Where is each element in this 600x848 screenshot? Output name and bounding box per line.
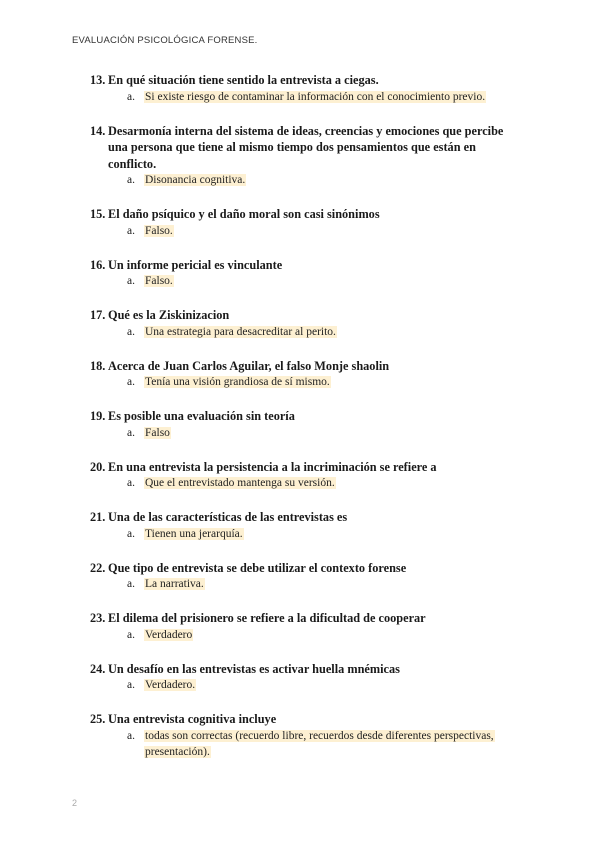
- question: [90, 408, 510, 425]
- question-number: 20.: [90, 459, 106, 474]
- answer-text: Que el entrevistado mantenga su versión.: [145, 477, 335, 489]
- question: [90, 358, 510, 375]
- answer-letter: a.: [127, 477, 135, 489]
- question-number: 19.: [90, 409, 106, 423]
- answer: [127, 374, 510, 391]
- answer: [127, 475, 510, 492]
- question-text: Que tipo de entrevista se debe utilizar el contexto forense: [108, 560, 407, 575]
- question: [90, 72, 510, 89]
- question-text: En una entrevista la persistencia a la incriminación se refiere a: [108, 459, 437, 474]
- answer-letter: a.: [127, 679, 135, 691]
- question-number: 16.: [90, 257, 106, 272]
- question-text: Desarmonía interna del sistema de ideas, creencias y emociones que percibe una persona que tiene al mismo tiempo dos pensamientos que están en conflicto.: [108, 123, 504, 171]
- answer: [127, 172, 510, 189]
- question-number: 23.: [90, 611, 106, 625]
- question-text: En qué situación tiene sentido la entrevista a ciegas.: [108, 73, 379, 87]
- question-number: 14.: [90, 123, 106, 138]
- answer-text: La narrativa.: [145, 578, 204, 590]
- qa-item-25: [90, 711, 510, 761]
- answer: [127, 728, 510, 761]
- question-number: 22.: [90, 560, 106, 575]
- qa-item-14: [90, 123, 510, 189]
- answer-letter: a.: [127, 426, 135, 439]
- qa-item-21: [90, 509, 510, 542]
- question-text: Qué es la Ziskinizacion: [108, 308, 230, 322]
- question: [90, 711, 510, 728]
- answer-text: Si existe riesgo de contaminar la información con el conocimiento previo.: [145, 90, 486, 103]
- qa-item-17: [90, 307, 510, 340]
- answer-text: Tienen una jerarquía.: [145, 527, 243, 540]
- qa-item-13: [90, 72, 510, 105]
- answer: [127, 89, 510, 106]
- question-text: El dilema del prisionero se refiere a la dificultad de cooperar: [108, 611, 426, 625]
- question-text: Acerca de Juan Carlos Aguilar, el falso Monje shaolin: [108, 358, 390, 373]
- answer-letter: a.: [127, 578, 135, 590]
- answer-text: Falso.: [145, 275, 173, 287]
- qa-item-15: [90, 206, 510, 239]
- question: [90, 610, 510, 627]
- answer-letter: a.: [127, 376, 135, 388]
- answer-letter: a.: [127, 174, 135, 186]
- question: [90, 509, 510, 526]
- qa-item-23: [90, 610, 510, 643]
- question-number: 13.: [90, 73, 106, 87]
- question-text: Es posible una evaluación sin teoría: [108, 409, 295, 423]
- question: [90, 661, 510, 678]
- question-text: Una de las características de las entrevistas es: [108, 510, 348, 524]
- qa-item-19: [90, 408, 510, 441]
- question: [90, 257, 510, 274]
- answer: [127, 324, 510, 341]
- answer: [127, 425, 510, 442]
- answer-text: Disonancia cognitiva.: [145, 174, 246, 186]
- question-text: Un informe pericial es vinculante: [108, 257, 283, 272]
- answer-text: Verdadero: [145, 628, 193, 641]
- answer-letter: a.: [127, 729, 135, 742]
- qa-item-24: [90, 661, 510, 694]
- page-number: 2: [72, 798, 78, 808]
- answer-letter: a.: [127, 325, 135, 338]
- answer: [127, 223, 510, 240]
- answer-letter: a.: [127, 275, 135, 287]
- question-list: [90, 72, 510, 778]
- question: [90, 560, 510, 577]
- qa-item-20: [90, 459, 510, 492]
- answer-text: Una estrategia para desacreditar al perito.: [145, 325, 336, 338]
- question-number: 18.: [90, 358, 106, 373]
- answer: [127, 576, 510, 593]
- qa-item-16: [90, 257, 510, 290]
- question: [90, 123, 510, 173]
- question-number: 25.: [90, 712, 106, 726]
- answer-text: Falso.: [145, 224, 173, 237]
- qa-item-22: [90, 560, 510, 593]
- question-number: 15.: [90, 207, 106, 221]
- answer-letter: a.: [127, 527, 135, 540]
- answer-letter: a.: [127, 90, 135, 103]
- qa-item-18: [90, 358, 510, 391]
- answer-text: Verdadero.: [145, 679, 196, 691]
- question-text: El daño psíquico y el daño moral son casi sinónimos: [108, 207, 380, 221]
- question: [90, 206, 510, 223]
- answer-letter: a.: [127, 628, 135, 641]
- answer-text: Tenía una visión grandiosa de sí mismo.: [145, 376, 330, 388]
- answer-letter: a.: [127, 224, 135, 237]
- answer: [127, 273, 510, 290]
- page-header: EVALUACIÓN PSICOLÓGICA FORENSE.: [72, 35, 258, 46]
- question-number: 24.: [90, 661, 106, 676]
- question: [90, 459, 510, 476]
- question-number: 21.: [90, 510, 106, 524]
- question-text: Un desafío en las entrevistas es activar huella mnémicas: [108, 661, 400, 676]
- question-number: 17.: [90, 308, 106, 322]
- question: [90, 307, 510, 324]
- answer-text: todas son correctas (recuerdo libre, recuerdos desde diferentes perspectivas, presentación).: [145, 729, 494, 758]
- answer: [127, 627, 510, 644]
- answer: [127, 677, 510, 694]
- answer: [127, 526, 510, 543]
- question-text: Una entrevista cognitiva incluye: [108, 712, 277, 726]
- answer-text: Falso: [145, 426, 170, 439]
